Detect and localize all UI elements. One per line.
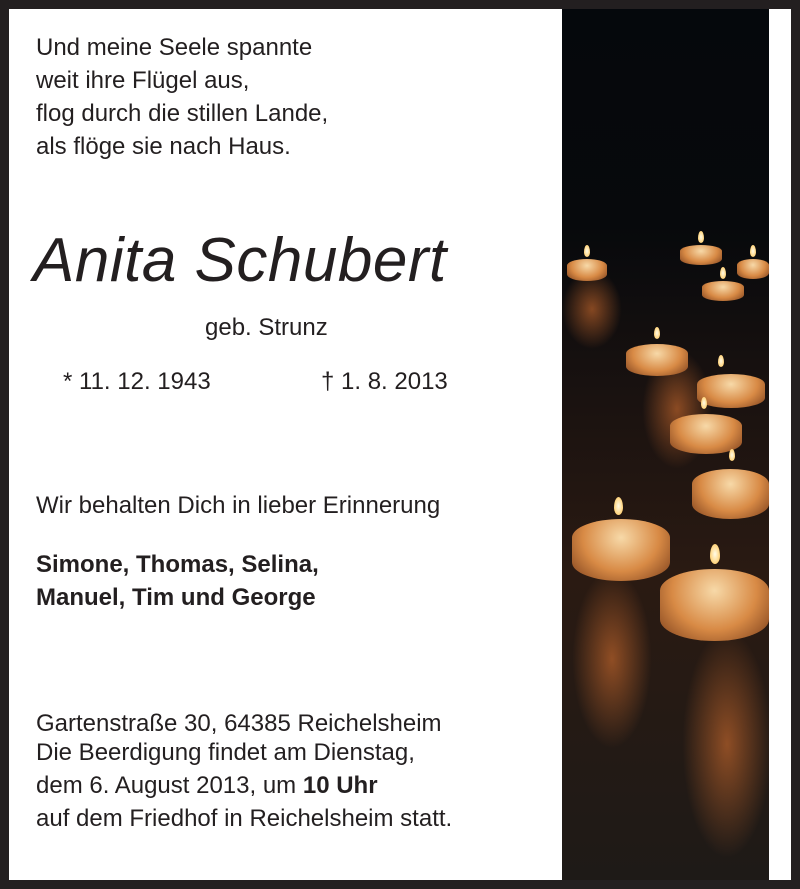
candle bbox=[567, 259, 607, 281]
funeral-line: auf dem Friedhof in Reichelsheim statt. bbox=[36, 805, 453, 832]
candle bbox=[697, 374, 765, 408]
family-line: Simone, Thomas, Selina, bbox=[36, 551, 319, 578]
death-date: † 1. 8. 2013 bbox=[321, 368, 448, 395]
maiden-name: geb. Strunz bbox=[205, 314, 328, 341]
funeral-line bbox=[36, 769, 452, 802]
candle bbox=[660, 569, 769, 641]
candle bbox=[670, 414, 742, 454]
candle bbox=[680, 245, 722, 265]
poem bbox=[36, 31, 328, 163]
funeral-time: 10 Uhr bbox=[302, 772, 378, 799]
funeral-info bbox=[36, 736, 452, 835]
poem-line: Und meine Seele spannte bbox=[36, 34, 313, 61]
obituary-notice bbox=[9, 9, 791, 880]
remembrance-text: Wir behalten Dich in lieber Erinnerung bbox=[36, 492, 441, 519]
poem-line: flog durch die stillen Lande, bbox=[36, 100, 329, 127]
deceased-name: Anita Schubert bbox=[33, 226, 447, 295]
funeral-date: dem 6. August 2013, um bbox=[36, 772, 303, 799]
address: Gartenstraße 30, 64385 Reichelsheim bbox=[36, 710, 442, 737]
birth-date: * 11. 12. 1943 bbox=[63, 368, 211, 395]
candle bbox=[626, 344, 688, 376]
candle bbox=[692, 469, 769, 519]
candle bbox=[702, 281, 744, 301]
candle bbox=[737, 259, 769, 279]
family-line: Manuel, Tim und George bbox=[36, 584, 316, 611]
poem-line: weit ihre Flügel aus, bbox=[36, 67, 250, 94]
candles-photo bbox=[562, 9, 769, 880]
family-names bbox=[36, 548, 319, 614]
funeral-line: Die Beerdigung findet am Dienstag, bbox=[36, 739, 415, 766]
poem-line: als flöge sie nach Haus. bbox=[36, 133, 291, 160]
candle bbox=[572, 519, 670, 581]
